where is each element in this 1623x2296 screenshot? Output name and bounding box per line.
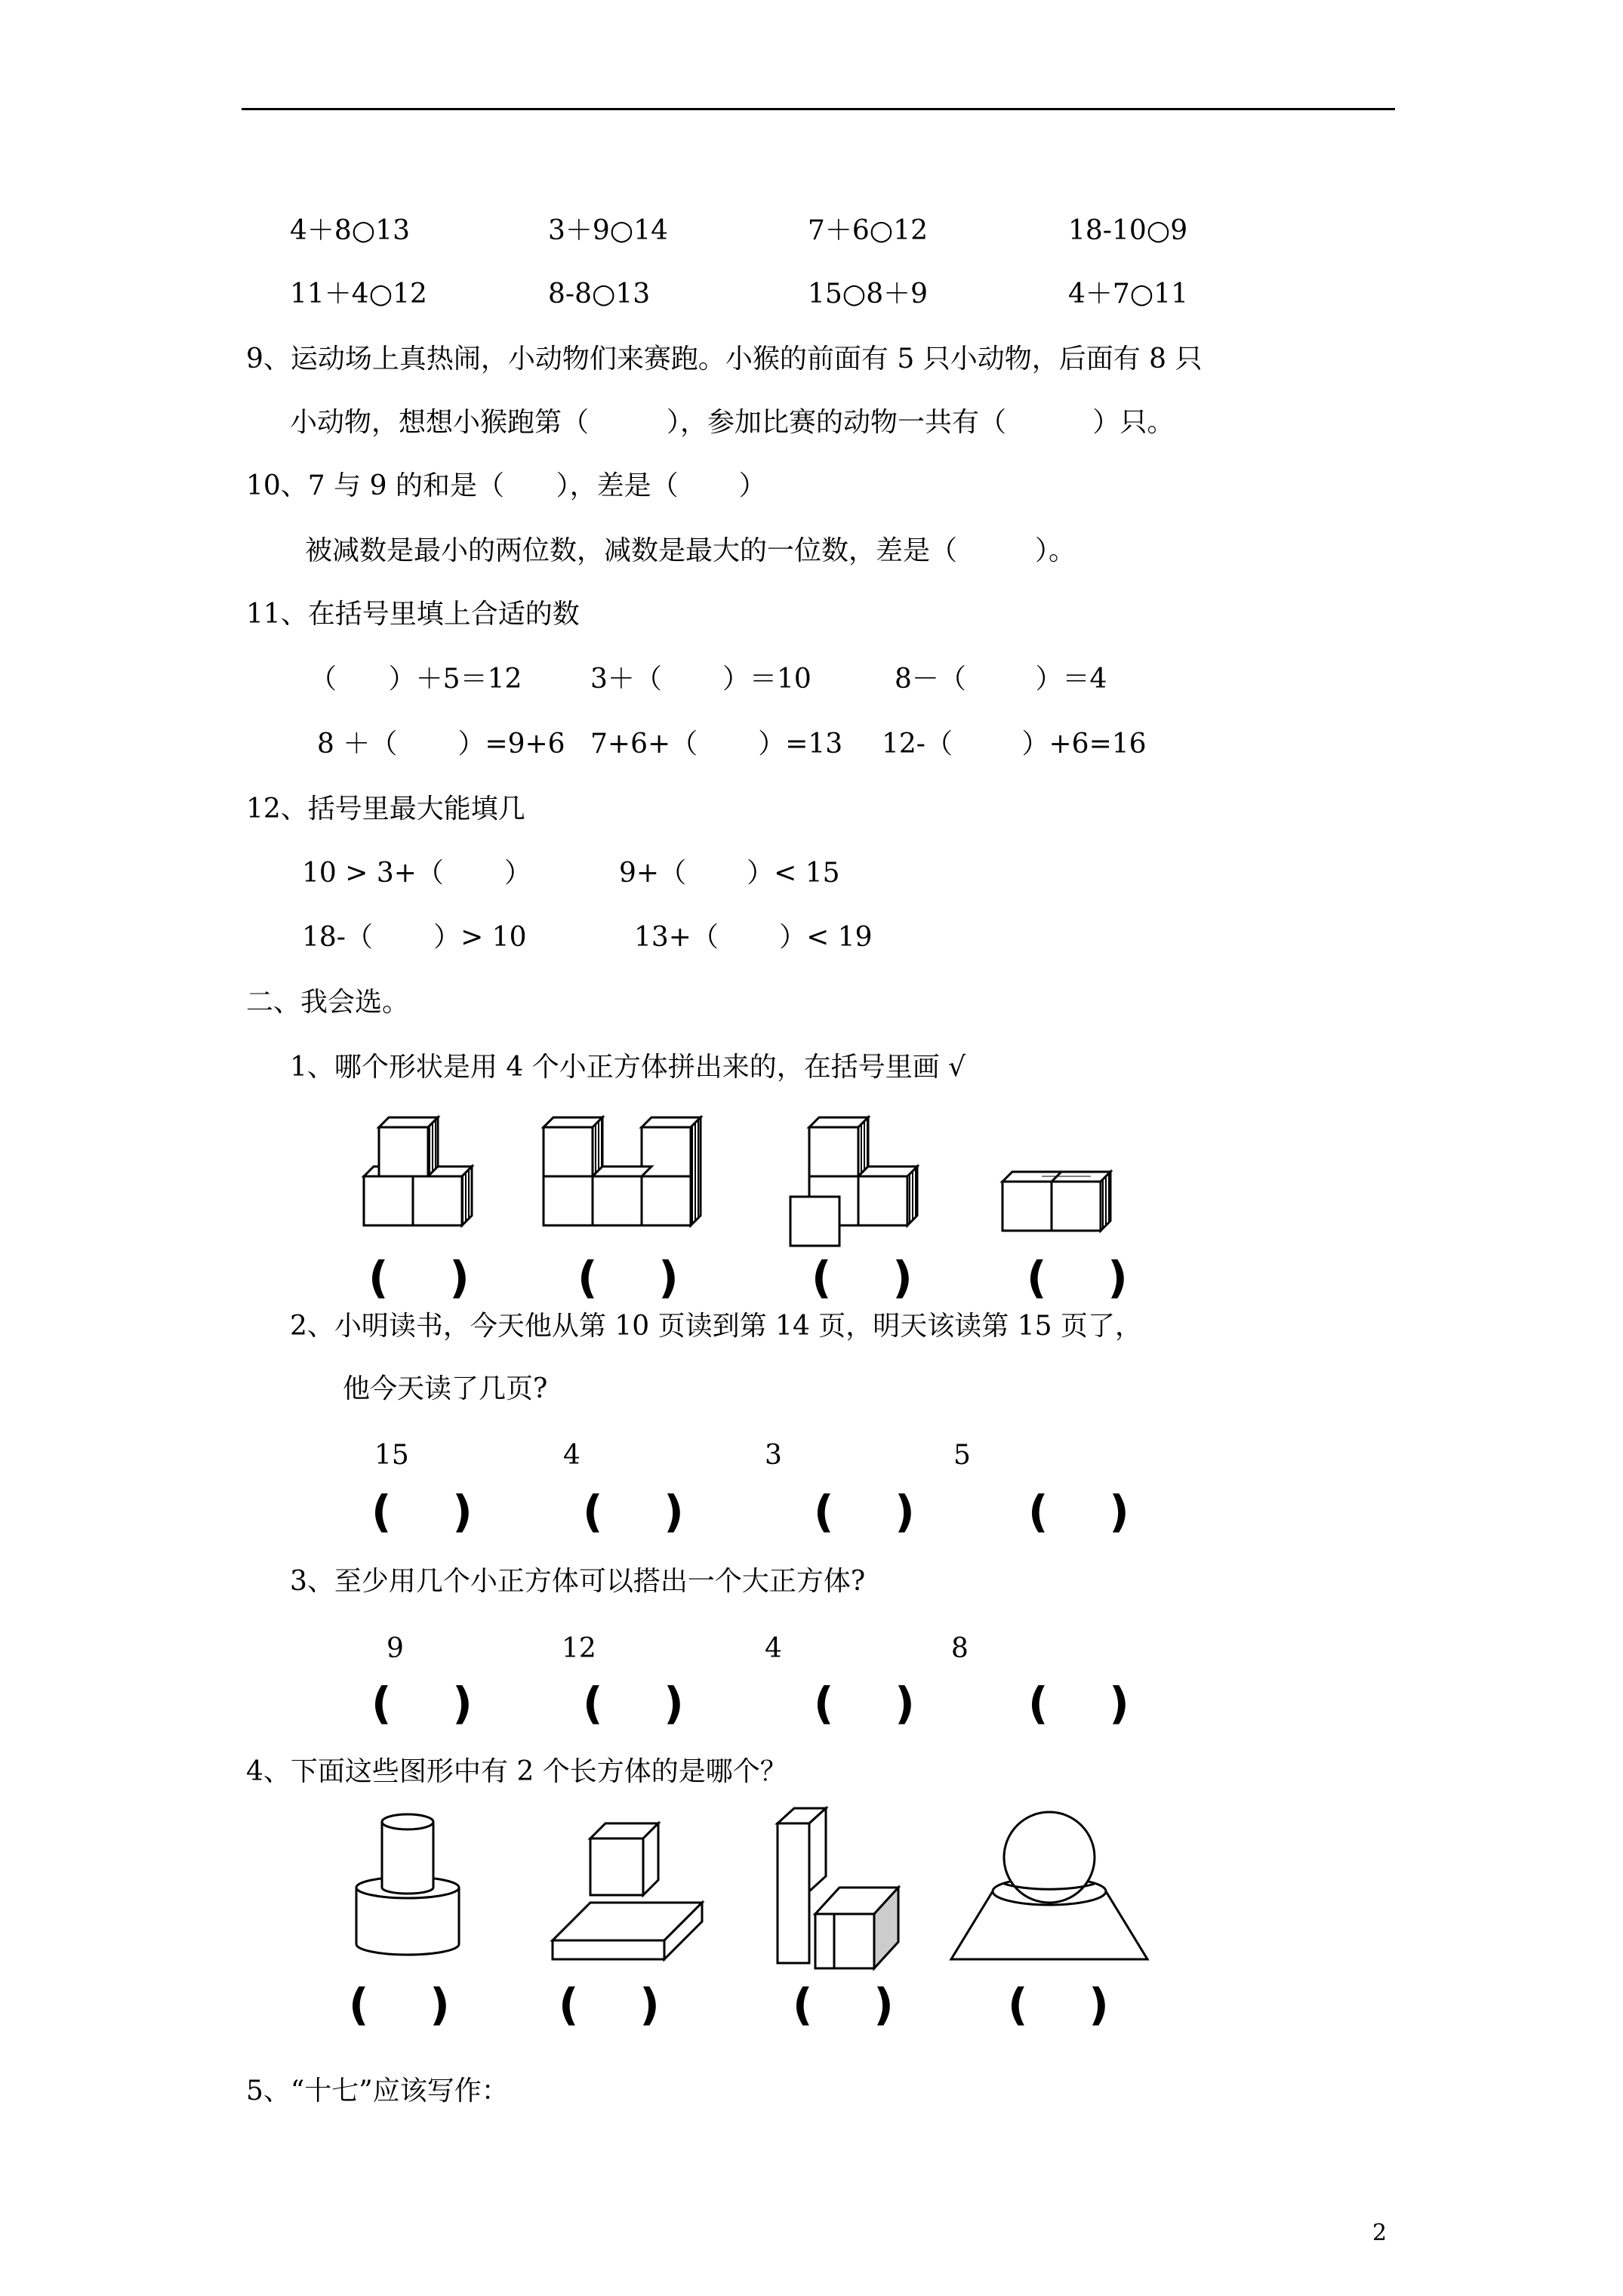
cube-on-slab-shape — [553, 1823, 702, 1959]
option-value: 3 — [765, 1440, 782, 1471]
q11-item: 12-（ ）+6=16 — [882, 729, 1147, 760]
answer-paren[interactable]: ( ) — [349, 1979, 450, 2030]
q10-line2: 被减数是最小的两位数，减数是最大的一位数，差是（ ）。 — [305, 535, 1076, 566]
answer-paren[interactable]: ( ) — [793, 1979, 894, 2030]
compare-item: 3＋9○14 — [548, 215, 669, 246]
answer-paren[interactable]: ( ) — [583, 1486, 684, 1537]
cube-shapes-figure — [347, 1106, 1147, 1250]
compare-item: 8-8○13 — [548, 279, 651, 310]
q12-title: 12、括号里最大能填几 — [246, 794, 525, 824]
compare-item: 4＋7○11 — [1068, 279, 1189, 310]
q11-item: 8 ＋（ ）=9+6 — [317, 729, 565, 760]
option-value: 4 — [765, 1633, 782, 1664]
q11-item: 7+6+（ ）=13 — [590, 729, 843, 760]
answer-paren[interactable]: ( ) — [812, 1252, 913, 1303]
answer-paren[interactable]: ( ) — [559, 1979, 660, 2030]
option-value: 4 — [563, 1440, 581, 1471]
q12-item: 9+（ ）< 15 — [619, 858, 840, 889]
cube-shape-a — [364, 1117, 472, 1225]
q12-item: 18-（ ）> 10 — [302, 922, 527, 953]
q9-line2: 小动物，想想小猴跑第（ ），参加比赛的动物一共有（ ）只。 — [290, 407, 1175, 438]
option-value: 15 — [374, 1440, 409, 1471]
cube-shape-b — [544, 1117, 701, 1225]
header-rule — [242, 108, 1395, 110]
q12-item: 10 > 3+（ ） — [302, 858, 532, 889]
q12-item: 13+（ ）< 19 — [634, 922, 873, 953]
solid-shapes-figure — [347, 1801, 1163, 1982]
q11-title: 11、在括号里填上合适的数 — [246, 599, 580, 630]
section-title: 二、我会选。 — [246, 987, 410, 1018]
q11-item: 8－（ ）＝4 — [895, 664, 1107, 695]
cylinders-shape — [356, 1814, 459, 1955]
compare-item: 18-10○9 — [1068, 215, 1188, 246]
answer-paren[interactable]: ( ) — [371, 1678, 473, 1729]
option-value: 5 — [953, 1440, 971, 1471]
compare-item: 15○8＋9 — [808, 279, 929, 310]
page-number: 2 — [1372, 2220, 1387, 2246]
s2q5-text: 5、“十七”应该写作： — [246, 2076, 509, 2106]
answer-paren[interactable]: ( ) — [1028, 1678, 1129, 1729]
s2q4-text: 4、下面这些图形中有 2 个长方体的是哪个？ — [246, 1756, 787, 1787]
option-value: 8 — [951, 1633, 969, 1664]
option-value: 9 — [387, 1633, 404, 1664]
cube-shape-d — [1002, 1172, 1110, 1231]
s2q2-line1: 2、小明读书，今天他从第 10 页读到第 14 页，明天该读第 15 页了， — [290, 1311, 1142, 1342]
q10-line1: 10、7 与 9 的和是（ ），差是（ ） — [246, 470, 766, 501]
answer-paren[interactable]: ( ) — [368, 1252, 470, 1303]
answer-paren[interactable]: ( ) — [1008, 1979, 1109, 2030]
sphere-on-cone-shape — [951, 1812, 1147, 1959]
compare-item: 11＋4○12 — [290, 279, 427, 310]
q11-item: 3＋（ ）＝10 — [590, 664, 812, 695]
s2q2-line2: 他今天读了几页? — [343, 1373, 548, 1404]
answer-paren[interactable]: ( ) — [1028, 1486, 1129, 1537]
answer-paren[interactable]: ( ) — [371, 1486, 473, 1537]
q11-item: （ ）＋5＝12 — [310, 664, 522, 695]
s2q3-text: 3、至少用几个小正方体可以搭出一个大正方体? — [290, 1566, 866, 1597]
answer-paren[interactable]: ( ) — [577, 1252, 679, 1303]
answer-paren[interactable]: ( ) — [814, 1678, 915, 1729]
s2q1-text: 1、哪个形状是用 4 个小正方体拼出来的，在括号里画 √ — [290, 1052, 966, 1083]
option-value: 12 — [562, 1633, 596, 1664]
answer-paren[interactable]: ( ) — [583, 1678, 684, 1729]
compare-item: 7＋6○12 — [808, 215, 929, 246]
compare-item: 4＋8○13 — [290, 215, 411, 246]
two-boxes-shape — [778, 1808, 898, 1968]
q9-line1: 9、运动场上真热闹，小动物们来赛跑。小猴的前面有 5 只小动物，后面有 8 只 — [246, 344, 1203, 374]
answer-paren[interactable]: ( ) — [814, 1486, 915, 1537]
answer-paren[interactable]: ( ) — [1027, 1252, 1128, 1303]
cube-shape-c — [790, 1117, 917, 1246]
